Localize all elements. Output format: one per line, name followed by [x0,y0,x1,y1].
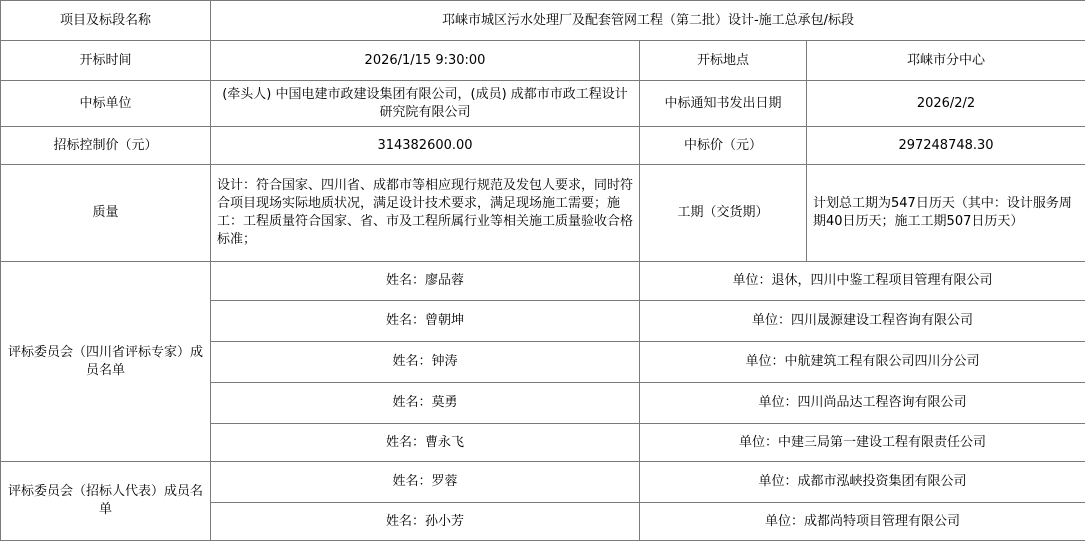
expert-committee-label: 评标委员会（四川省评标专家）成员名单 [1,262,211,462]
expert-name: 姓名：钟涛 [211,342,640,383]
open-time-label: 开标时间 [1,41,211,81]
expert-unit: 单位：四川尚品达工程咨询有限公司 [640,383,1085,424]
quality-value: 设计：符合国家、四川省、成都市等相应现行规范及发包人要求，同时符合项目现场实际地质状况，满足设计技术要求，满足现场施工需要；施工：工程质量符合国家、省、市及工程所属行业等相关施工质量验收合格标准； [211,165,640,262]
table-row-quality [1,165,1085,262]
winner-label: 中标单位 [1,81,211,127]
rep-committee-label: 评标委员会（招标人代表）成员名单 [1,462,211,541]
rep-unit: 单位：成都市泓峡投资集团有限公司 [640,462,1085,503]
rep-name: 姓名：罗蓉 [211,462,640,503]
notice-date-label: 中标通知书发出日期 [640,81,807,127]
expert-name: 姓名：莫勇 [211,383,640,424]
expert-name: 姓名：曹永飞 [211,424,640,462]
expert-name: 姓名：廖品蓉 [211,262,640,301]
winner-value: (牵头人) 中国电建市政建设集团有限公司，(成员) 成都市市政工程设计研究院有限公司 [211,81,640,127]
open-place-label: 开标地点 [640,41,807,81]
notice-date-value: 2026/2/2 [807,81,1085,127]
project-value: 邛崃市城区污水处理厂及配套管网工程（第二批）设计-施工总承包/标段 [211,1,1085,41]
expert-unit: 单位：四川晟源建设工程咨询有限公司 [640,301,1085,342]
bid-price-value: 297248748.30 [807,127,1085,165]
control-price-label: 招标控制价（元） [1,127,211,165]
rep-unit: 单位：成都尚特项目管理有限公司 [640,503,1085,541]
duration-label: 工期（交货期） [640,165,807,262]
quality-label: 质量 [1,165,211,262]
duration-value: 计划总工期为547日历天（其中：设计服务周期40日历天；施工工期507日历天） [807,165,1085,262]
open-place-value: 邛崃市分中心 [807,41,1085,81]
expert-unit: 单位：中航建筑工程有限公司四川分公司 [640,342,1085,383]
table-row-winner [1,81,1085,127]
expert-name: 姓名：曾朝坤 [211,301,640,342]
table-row-rep [1,462,1085,503]
open-time-value: 2026/1/15 9:30:00 [211,41,640,81]
table-row-expert [1,262,1085,301]
table-row-price [1,127,1085,165]
expert-unit: 单位：中建三局第一建设工程有限责任公司 [640,424,1085,462]
rep-name: 姓名：孙小芳 [211,503,640,541]
expert-unit: 单位：退休，四川中鉴工程项目管理有限公司 [640,262,1085,301]
bid-price-label: 中标价（元） [640,127,807,165]
table-row-project [1,1,1085,41]
table-row-open [1,41,1085,81]
project-label: 项目及标段名称 [1,1,211,41]
control-price-value: 314382600.00 [211,127,640,165]
